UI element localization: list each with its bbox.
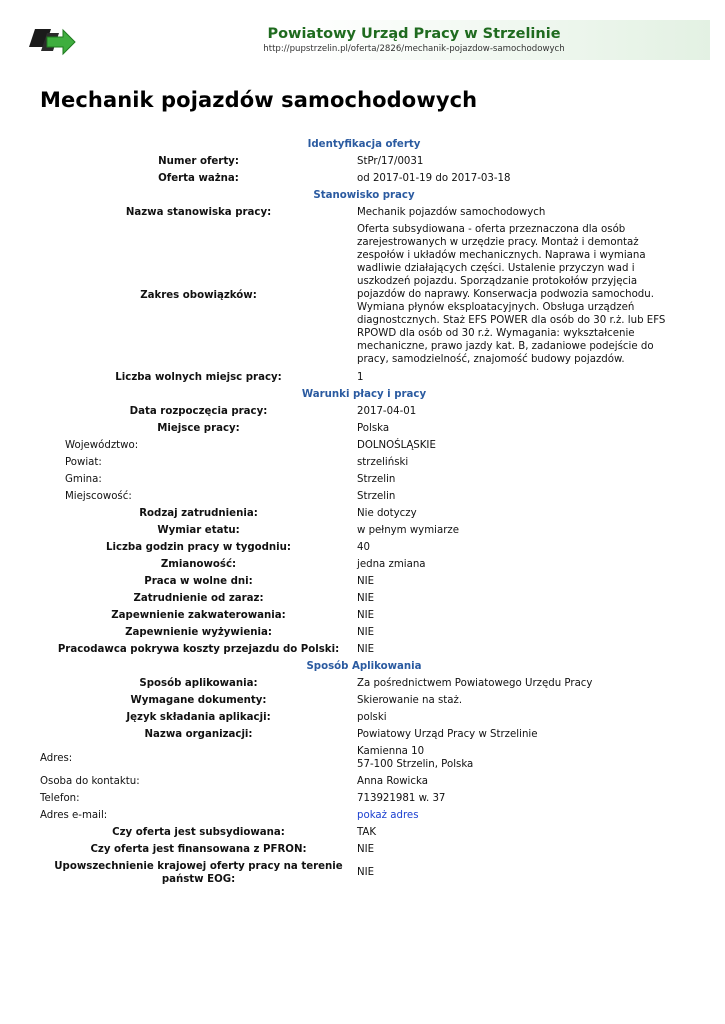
section-header: Warunki płacy i pracy <box>301 389 427 400</box>
row-value: Za pośrednictwem Powiatowego Urzędu Pracy <box>357 678 593 689</box>
row-label: Oferta ważna: <box>158 173 239 184</box>
row-value: strzeliński <box>357 457 409 468</box>
table-row <box>40 641 688 658</box>
table-row <box>40 454 688 471</box>
table-row <box>40 170 688 187</box>
table-row <box>40 841 688 858</box>
row-label: Czy oferta jest finansowana z PFRON: <box>90 844 307 855</box>
table-row <box>40 624 688 641</box>
row-label: Sposób aplikowania: <box>139 678 258 689</box>
table-row <box>40 590 688 607</box>
row-value: od 2017-01-19 do 2017-03-18 <box>357 173 511 184</box>
table-row <box>40 221 688 369</box>
row-value: NIE <box>357 593 375 604</box>
table-row <box>40 726 688 743</box>
table-row <box>40 807 688 824</box>
row-value: Skierowanie na staż. <box>357 695 463 706</box>
row-label: Zapewnienie wyżywienia: <box>125 627 272 638</box>
row-value: Mechanik pojazdów samochodowych <box>357 207 546 218</box>
row-value: NIE <box>357 644 375 655</box>
table-row <box>40 692 688 709</box>
section-header: Stanowisko pracy <box>313 190 415 201</box>
row-label: Telefon: <box>40 793 80 804</box>
row-label: Nazwa stanowiska pracy: <box>125 207 272 218</box>
show-email-link[interactable]: pokaż adres <box>357 810 419 821</box>
row-value: TAK <box>357 827 377 838</box>
row-value: NIE <box>357 627 375 638</box>
row-value: Strzelin <box>357 474 396 485</box>
row-value: NIE <box>357 576 375 587</box>
table-row <box>40 675 688 692</box>
row-value: jedna zmiana <box>357 559 426 570</box>
row-label: Gmina: <box>65 474 102 485</box>
table-row <box>40 403 688 420</box>
address-line-2: 57-100 Strzelin, Polska <box>357 759 474 770</box>
table-row <box>40 790 688 807</box>
row-value: StPr/17/0031 <box>357 156 424 167</box>
row-label: Zakres obowiązków: <box>140 289 257 301</box>
table-row <box>40 556 688 573</box>
address-line-1: Kamienna 10 <box>357 746 425 757</box>
row-value: NIE <box>357 844 375 855</box>
row-value: w pełnym wymiarze <box>357 525 460 536</box>
row-label: Adres e-mail: <box>40 810 108 821</box>
row-value: DOLNOŚLĄSKIE <box>357 440 436 451</box>
row-label: Data rozpoczęcia pracy: <box>129 406 268 417</box>
row-value: Strzelin <box>357 491 396 502</box>
row-label: Województwo: <box>65 440 139 451</box>
section-header: Sposób Aplikowania <box>306 661 422 672</box>
table-row <box>40 858 688 886</box>
row-label: Zmianowość: <box>160 559 237 570</box>
row-value: NIE <box>357 610 375 621</box>
table-row <box>40 420 688 437</box>
row-label: Pracodawca pokrywa koszty przejazdu do Polski: <box>57 644 340 655</box>
table-row <box>40 709 688 726</box>
row-label: Miejscowość: <box>65 491 132 502</box>
row-value <box>357 743 688 773</box>
row-label: Numer oferty: <box>158 156 239 167</box>
table-row <box>40 522 688 539</box>
offer-table <box>40 136 688 886</box>
row-value: 2017-04-01 <box>357 406 417 417</box>
row-label: Upowszechnienie krajowej oferty pracy na terenie państw EOG: <box>54 861 343 885</box>
row-label: Rodzaj zatrudnienia: <box>139 508 258 519</box>
table-row <box>40 204 688 221</box>
table-row <box>40 539 688 556</box>
row-value: 1 <box>357 372 364 383</box>
row-label: Język składania aplikacji: <box>126 712 271 723</box>
row-label: Zatrudnienie od zaraz: <box>133 593 264 604</box>
row-label: Czy oferta jest subsydiowana: <box>112 827 285 838</box>
logo-arrow-icon <box>27 25 77 57</box>
table-row <box>40 153 688 170</box>
row-value: 713921981 w. 37 <box>357 793 446 804</box>
site-header <box>24 20 710 60</box>
table-row <box>40 607 688 624</box>
table-row <box>40 505 688 522</box>
table-row <box>40 824 688 841</box>
row-label: Liczba godzin pracy w tygodniu: <box>105 542 291 553</box>
row-value: Polska <box>357 423 390 434</box>
row-value: polski <box>357 712 387 723</box>
page-title: Mechanik pojazdów samochodowych <box>40 88 478 112</box>
table-row <box>40 369 688 386</box>
table-row <box>40 573 688 590</box>
row-label: Zapewnienie zakwaterowania: <box>111 610 286 621</box>
row-label: Nazwa organizacji: <box>144 729 253 740</box>
row-value: Anna Rowicka <box>357 776 428 787</box>
row-value: 40 <box>357 542 370 553</box>
row-label: Wymiar etatu: <box>157 525 240 536</box>
table-row <box>40 488 688 505</box>
row-value: Powiatowy Urząd Pracy w Strzelinie <box>357 729 538 740</box>
row-value: NIE <box>357 866 375 878</box>
site-title: Powiatowy Urząd Pracy w Strzelinie <box>267 26 561 42</box>
table-row <box>40 437 688 454</box>
table-row <box>40 743 688 773</box>
row-label: Wymagane dokumenty: <box>130 695 267 706</box>
row-label: Adres: <box>40 752 73 764</box>
table-row <box>40 471 688 488</box>
row-label: Powiat: <box>65 457 102 468</box>
row-value: Oferta subsydiowana - oferta przeznaczona dla osób zarejestrowanych w urzędzie pracy. Montaż i demontaż zespołów i układów mechanicznych. Naprawa i wymiana wadliwie działających części. Ustalenie przyczyn wad i uszkodzeń pojazdu. Sporządzanie protokołów przyjęcia pojazdów do naprawy. Konserwacja podwozia samochodu. Wymiana płynów eksploatacyjnych. Obsługa urządzeń diagnostcznych. Staż EFS POWER dla osób do 30 r.ż. lub EFS RPOWD dla osób od 30 r.ż. Wymagania: wykształcenie mechaniczne, prawo jazdy kat. B, zadaniowe podejście do pracy, samodzielność, znajomość budowy pojazdów. <box>357 224 666 365</box>
row-value: Nie dotyczy <box>357 508 417 519</box>
table-row <box>40 773 688 790</box>
site-url[interactable]: http://pupstrzelin.pl/oferta/2826/mechanik-pojazdow-samochodowych <box>263 44 565 54</box>
section-header: Identyfikacja oferty <box>307 139 421 150</box>
row-value <box>357 807 688 824</box>
row-label: Praca w wolne dni: <box>144 576 253 587</box>
row-label: Osoba do kontaktu: <box>40 776 140 787</box>
row-label: Miejsce pracy: <box>157 423 240 434</box>
row-label: Liczba wolnych miejsc pracy: <box>115 372 282 383</box>
